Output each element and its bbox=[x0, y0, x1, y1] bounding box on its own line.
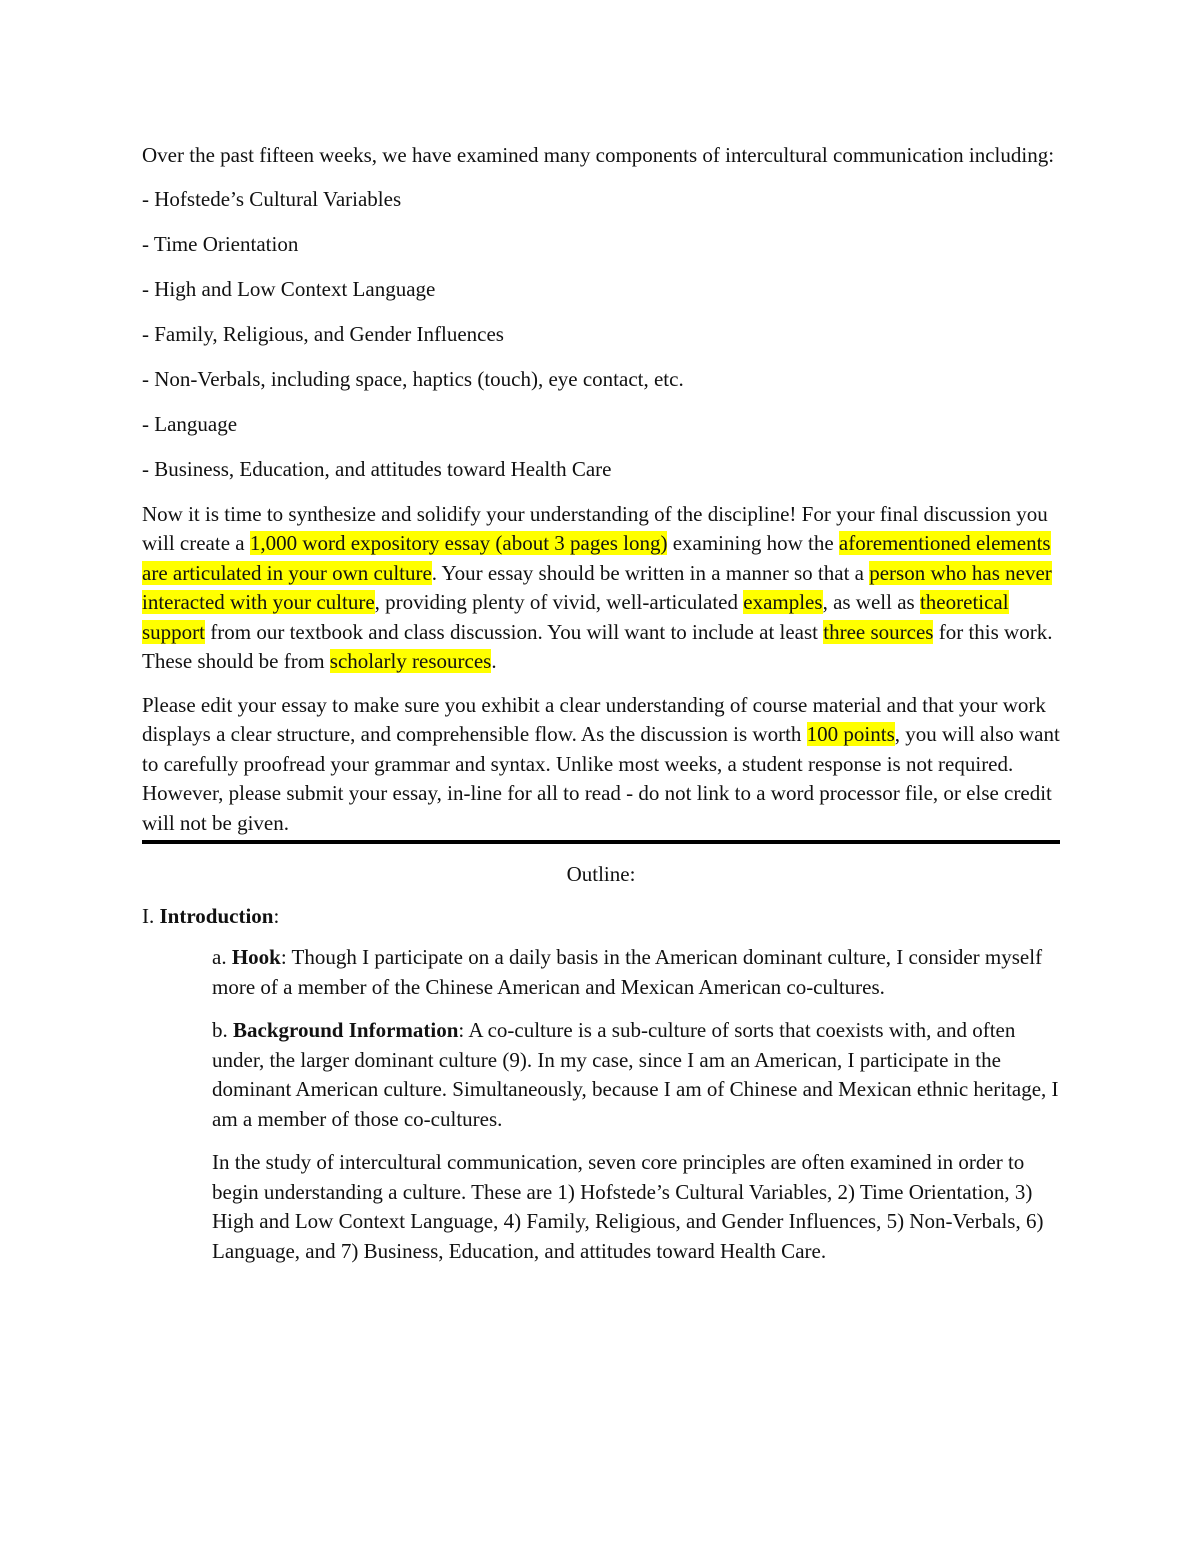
item-prefix: b. bbox=[212, 1018, 233, 1042]
list-item: - Hofstede’s Cultural Variables bbox=[142, 186, 402, 211]
instructions-paragraph bbox=[142, 691, 1060, 839]
highlighted-text: three sources bbox=[823, 619, 934, 644]
background-item bbox=[212, 1016, 1060, 1134]
intro-paragraph: Over the past fifteen weeks, we have examined many components of intercultural communication including: bbox=[142, 143, 1055, 167]
assignment-paragraph bbox=[142, 500, 1060, 677]
highlighted-text: aforementioned elements are articulated in your own culture bbox=[142, 531, 1051, 585]
section-number: I. bbox=[142, 903, 160, 928]
item-prefix: a. bbox=[212, 945, 232, 969]
list-item: - High and Low Context Language bbox=[142, 276, 436, 301]
hook-text: : Though I participate on a daily basis in the American dominant culture, I consider myself more of a member of the Chinese American and Mexican American co-cultures. bbox=[212, 945, 1043, 999]
background-label: Background Information bbox=[233, 1018, 459, 1042]
list-item: - Family, Religious, and Gender Influences bbox=[142, 321, 504, 346]
document-page bbox=[142, 141, 1060, 1280]
text-run: , providing plenty of vivid, well-articulated bbox=[374, 590, 744, 614]
highlighted-text: person who has never interacted with your culture bbox=[142, 560, 1052, 614]
study-paragraph: In the study of intercultural communication, seven core principles are often examined in order to begin understanding a culture. These are 1) Hofstede’s Cultural Variables, 2) Time Orientation, 3) High and Low Context Language, 4) Family, Religious, and Gender Influences, 5) Non-Verbals, 6) Language, and 7) Business, Education, and attitudes toward Health Care. bbox=[212, 1150, 1044, 1263]
text-run: for this work. These should be from bbox=[142, 619, 1053, 673]
background-text: : A co-culture is a sub-culture of sorts that coexists with, and often under, the larger dominant culture (9). In my case, since I am an American, I participate in the dominant American culture. Simultaneously, because I am of Chinese and Mexican ethnic heritage, I am a member of those co-cultures. bbox=[212, 1018, 1059, 1131]
text-run: . bbox=[491, 649, 497, 673]
section-title: Introduction bbox=[159, 903, 274, 928]
list-item: - Business, Education, and attitudes toward Health Care bbox=[142, 456, 612, 481]
components-list bbox=[142, 185, 1060, 484]
hook-label: Hook bbox=[231, 945, 281, 969]
highlighted-text: scholarly resources bbox=[329, 649, 492, 673]
text-run: Please edit your essay to make sure you exhibit a clear understanding of course material and that your work displays a clear structure, and comprehensible flow. As the discussion is worth bbox=[142, 692, 1046, 746]
list-item: - Time Orientation bbox=[142, 231, 299, 256]
text-run: , as well as bbox=[822, 590, 920, 614]
highlighted-text: 1,000 word expository essay (about 3 pages long) bbox=[249, 531, 668, 555]
hook-item bbox=[212, 943, 1060, 1002]
text-run: . Your essay should be written in a manner so that a bbox=[431, 560, 870, 585]
text-run: examining how the bbox=[667, 531, 839, 555]
outline-title: Outline: bbox=[566, 862, 636, 886]
section-heading bbox=[142, 902, 1060, 932]
text-run: Now it is time to synthesize and solidify your understanding of the discipline! For your final discussion you will create a bbox=[142, 501, 1048, 555]
text-run: from our textbook and class discussion. You will want to include at least bbox=[205, 619, 824, 644]
horizontal-rule bbox=[142, 840, 1060, 844]
highlighted-text: 100 points bbox=[806, 722, 895, 746]
section-colon: : bbox=[273, 903, 280, 928]
text-run: , you will also want to carefully proofread your grammar and syntax. Unlike most weeks, a student response is not required. However, please submit your essay, in-line for all to read - do not link to a word processor file, or else credit will not be given. bbox=[142, 722, 1060, 835]
highlighted-text: theoretical support bbox=[142, 590, 1009, 644]
list-item: - Non-Verbals, including space, haptics (touch), eye contact, etc. bbox=[142, 366, 684, 391]
list-item: - Language bbox=[142, 411, 238, 436]
highlighted-text: examples bbox=[743, 590, 823, 614]
